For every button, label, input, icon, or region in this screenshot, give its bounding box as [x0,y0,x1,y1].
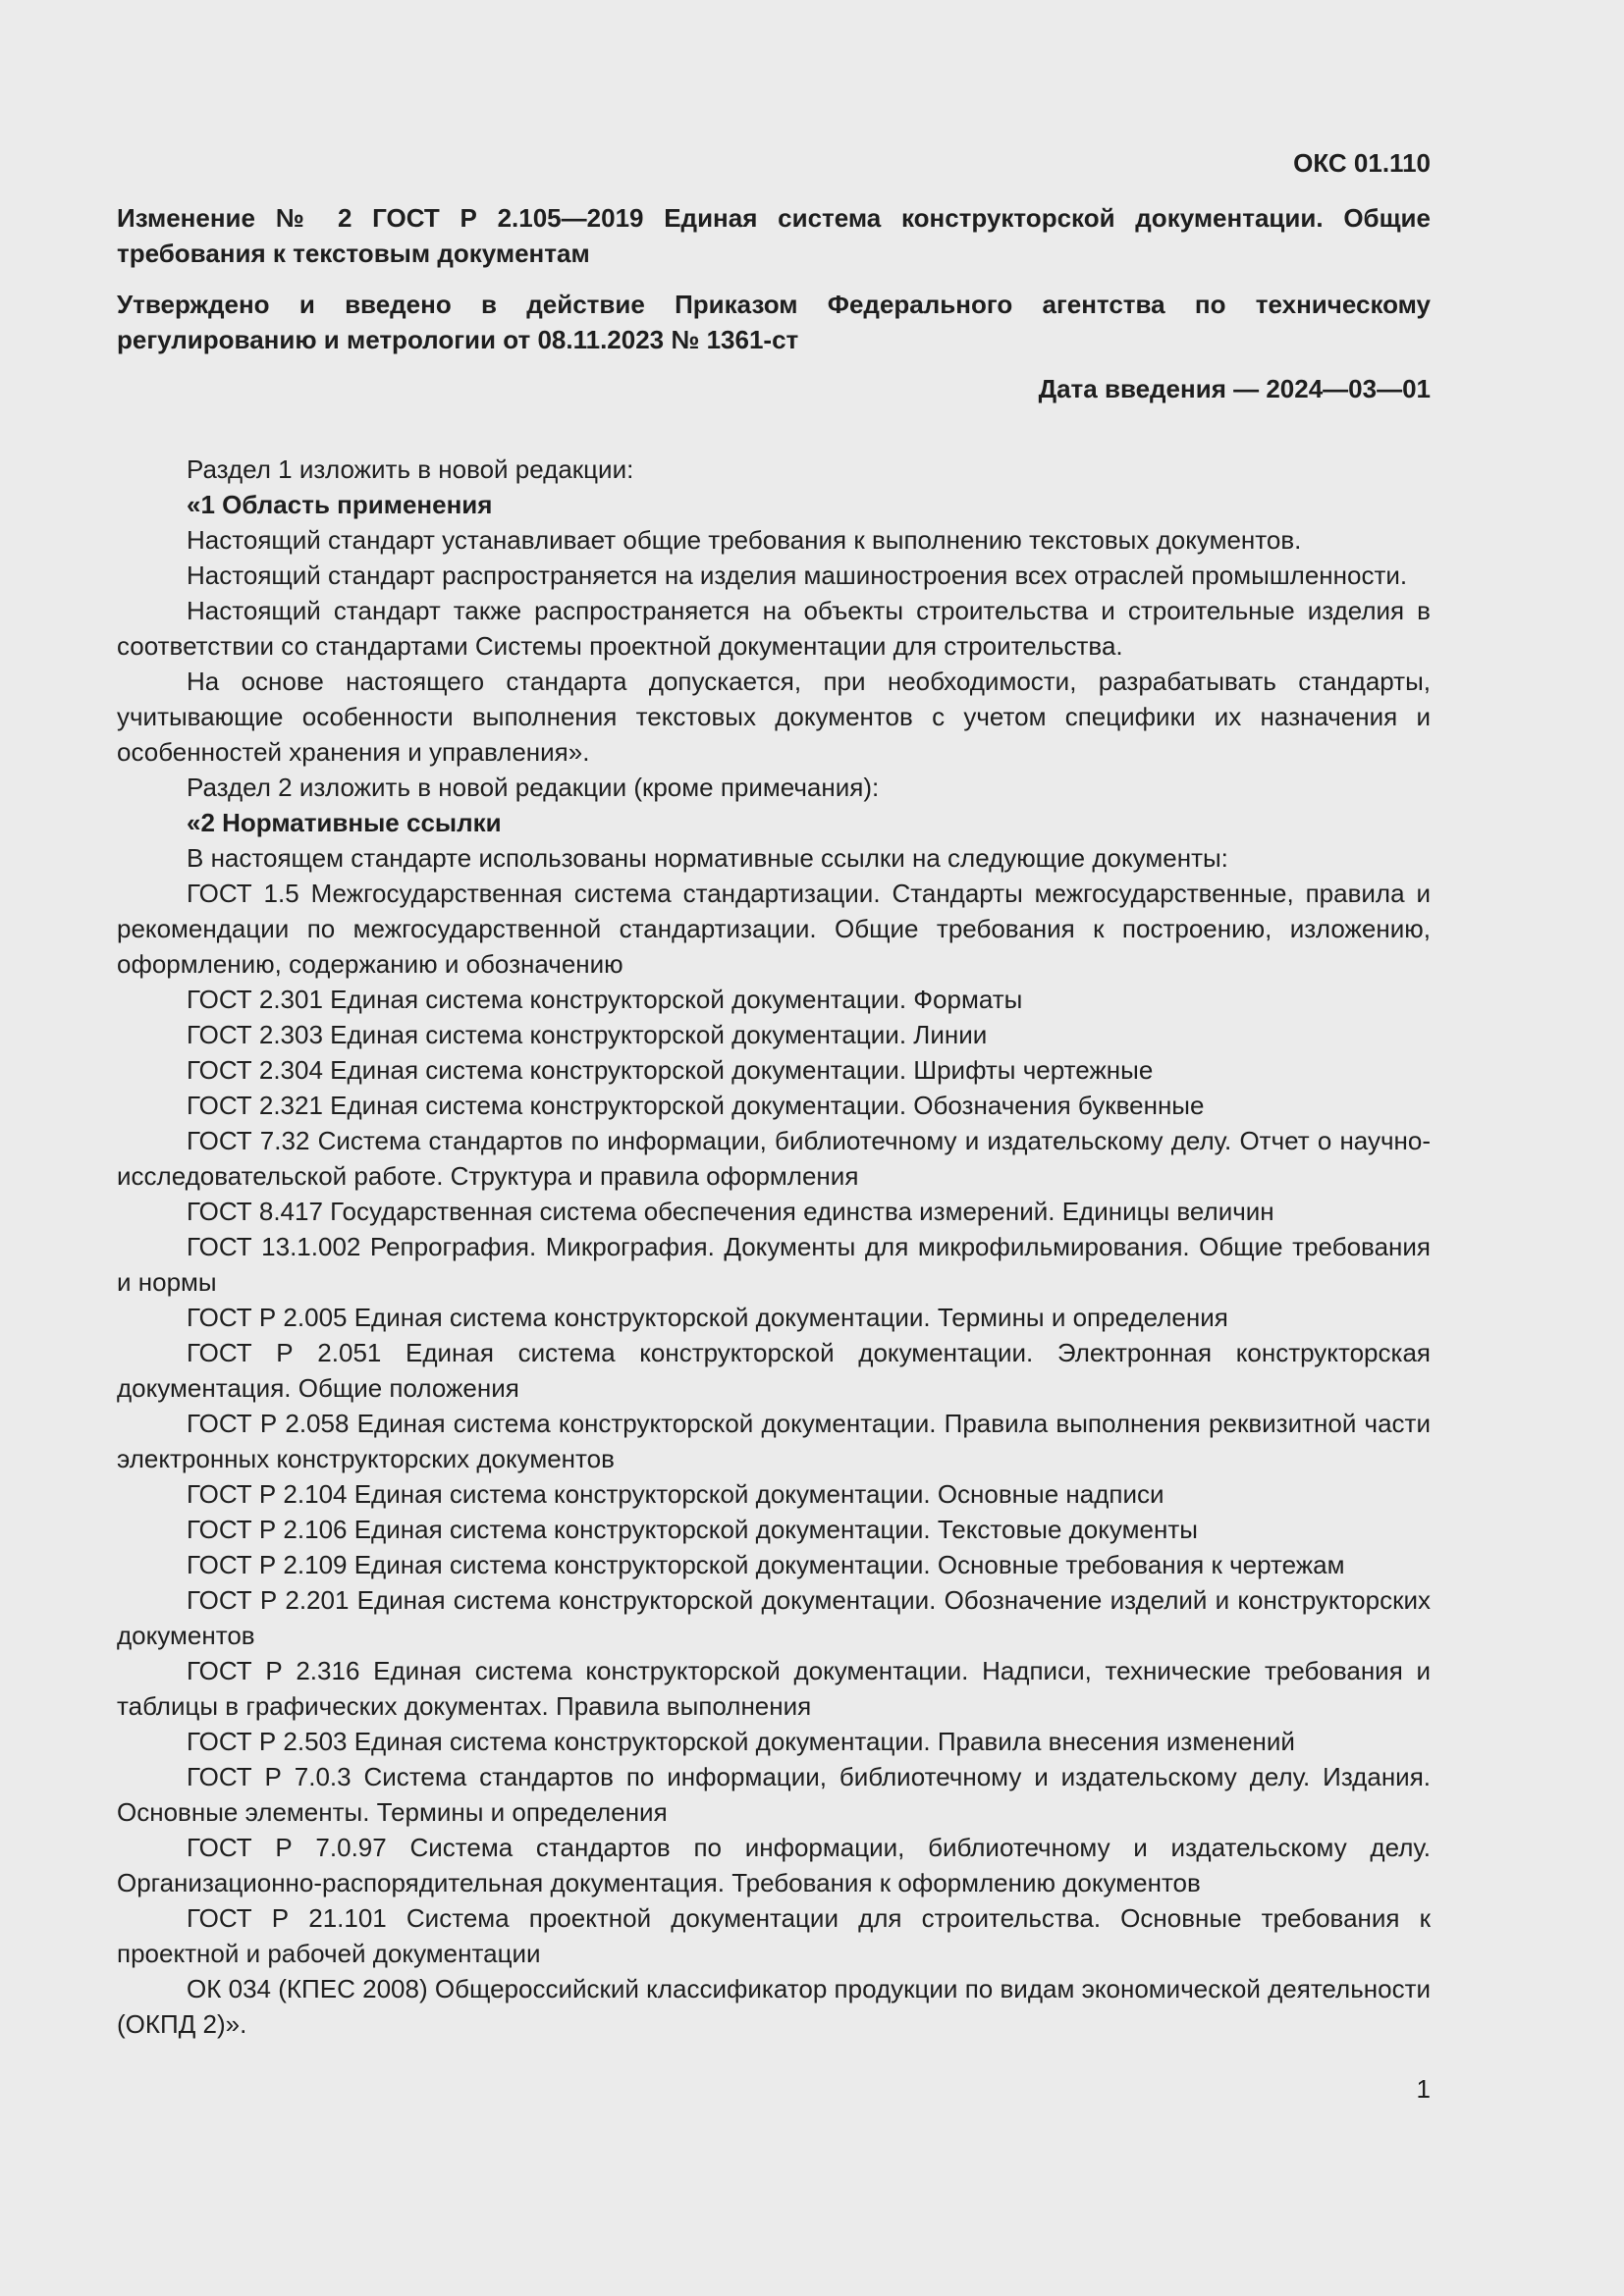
reference-item: ГОСТ Р 2.109 Единая система конструкторской документации. Основные требования к чертежам [187,1550,1345,1579]
reference-item: ГОСТ Р 2.503 Единая система конструкторской документации. Правила внесения изменений [187,1727,1295,1756]
section-heading: «1 Область применения [187,490,493,519]
reference-item: ОК 034 (КПЕС 2008) Общероссийский классификатор продукции по видам экономической деятельности (ОКПД 2)». [117,1974,1431,2039]
reference-item: ГОСТ 2.304 Единая система конструкторской документации. Шрифты чертежные [187,1055,1154,1085]
reference-item: ГОСТ Р 2.104 Единая система конструкторской документации. Основные надписи [187,1479,1164,1509]
reference-item: ГОСТ 1.5 Межгосударственная система стандартизации. Стандарты межгосударственные, правила и рекомендации по межгосударственной стандартизации. Общие требования к построению, изложению, оформлению, содержанию и обозначению [117,879,1431,979]
document-body [117,452,1431,2042]
section-heading: «2 Нормативные ссылки [187,808,502,837]
reference-item: ГОСТ 13.1.002 Репрография. Микрография. Документы для микрофильмирования. Общие требования и нормы [117,1232,1431,1297]
reference-item: ГОСТ Р 2.058 Единая система конструкторской документации. Правила выполнения реквизитной части электронных конструкторских документов [117,1409,1431,1473]
reference-item: ГОСТ Р 2.316 Единая система конструкторской документации. Надписи, технические требования и таблицы в графических документах. Правила выполнения [117,1656,1431,1721]
reference-item: ГОСТ 8.417 Государственная система обеспечения единства измерений. Единицы величин [187,1197,1274,1226]
reference-item: ГОСТ Р 21.101 Система проектной документации для строительства. Основные требования к проектной и рабочей документации [117,1903,1431,1968]
paragraph: Настоящий стандарт также распространяется на объекты строительства и строительные изделия в соответствии со стандартами Системы проектной документации для строительства. [117,596,1431,661]
reference-item: ГОСТ Р 2.106 Единая система конструкторской документации. Текстовые документы [187,1515,1198,1544]
paragraph: Раздел 2 изложить в новой редакции (кроме примечания): [187,773,880,802]
reference-item: ГОСТ Р 2.005 Единая система конструкторской документации. Термины и определения [187,1303,1228,1332]
reference-item: ГОСТ Р 7.0.97 Система стандартов по информации, библиотечному и издательскому делу. Организационно-распорядительная документация. Требования к оформлению документов [117,1833,1431,1897]
paragraph: На основе настоящего стандарта допускается, при необходимости, разрабатывать стандарты, учитывающие особенности выполнения текстовых документов с учетом специфики их назначения и особенностей хранения и управления». [117,667,1431,767]
reference-item: ГОСТ 7.32 Система стандартов по информации, библиотечному и издательскому делу. Отчет о научно-исследовательской работе. Структура и правила оформления [117,1126,1431,1191]
approval-statement: Утверждено и введено в действие Приказом Федерального агентства по техническому регулированию и метрологии от 08.11.2023 № 1361-ст [117,290,1431,354]
reference-item: ГОСТ Р 2.051 Единая система конструкторской документации. Электронная конструкторская документация. Общие положения [117,1338,1431,1403]
paragraph: В настоящем стандарте использованы нормативные ссылки на следующие документы: [187,843,1228,873]
paragraph: Настоящий стандарт устанавливает общие требования к выполнению текстовых документов. [187,525,1302,555]
effective-date: Дата введения — 2024—03—01 [1038,374,1431,403]
amendment-title: Изменение № 2 ГОСТ Р 2.105—2019 Единая система конструкторской документации. Общие требования к текстовым документам [117,203,1431,268]
document-page [117,145,1431,2042]
oks-code: ОКС 01.110 [1293,148,1431,178]
paragraph: Настоящий стандарт распространяется на изделия машиностроения всех отраслей промышленности. [187,561,1408,590]
page-number: 1 [1416,2074,1431,2104]
reference-item: ГОСТ 2.321 Единая система конструкторской документации. Обозначения буквенные [187,1091,1205,1120]
reference-item: ГОСТ 2.301 Единая система конструкторской документации. Форматы [187,985,1023,1014]
reference-item: ГОСТ Р 2.201 Единая система конструкторской документации. Обозначение изделий и конструкторских документов [117,1585,1431,1650]
reference-item: ГОСТ 2.303 Единая система конструкторской документации. Линии [187,1020,988,1049]
reference-item: ГОСТ Р 7.0.3 Система стандартов по информации, библиотечному и издательскому делу. Издания. Основные элементы. Термины и определения [117,1762,1431,1827]
paragraph: Раздел 1 изложить в новой редакции: [187,454,634,484]
